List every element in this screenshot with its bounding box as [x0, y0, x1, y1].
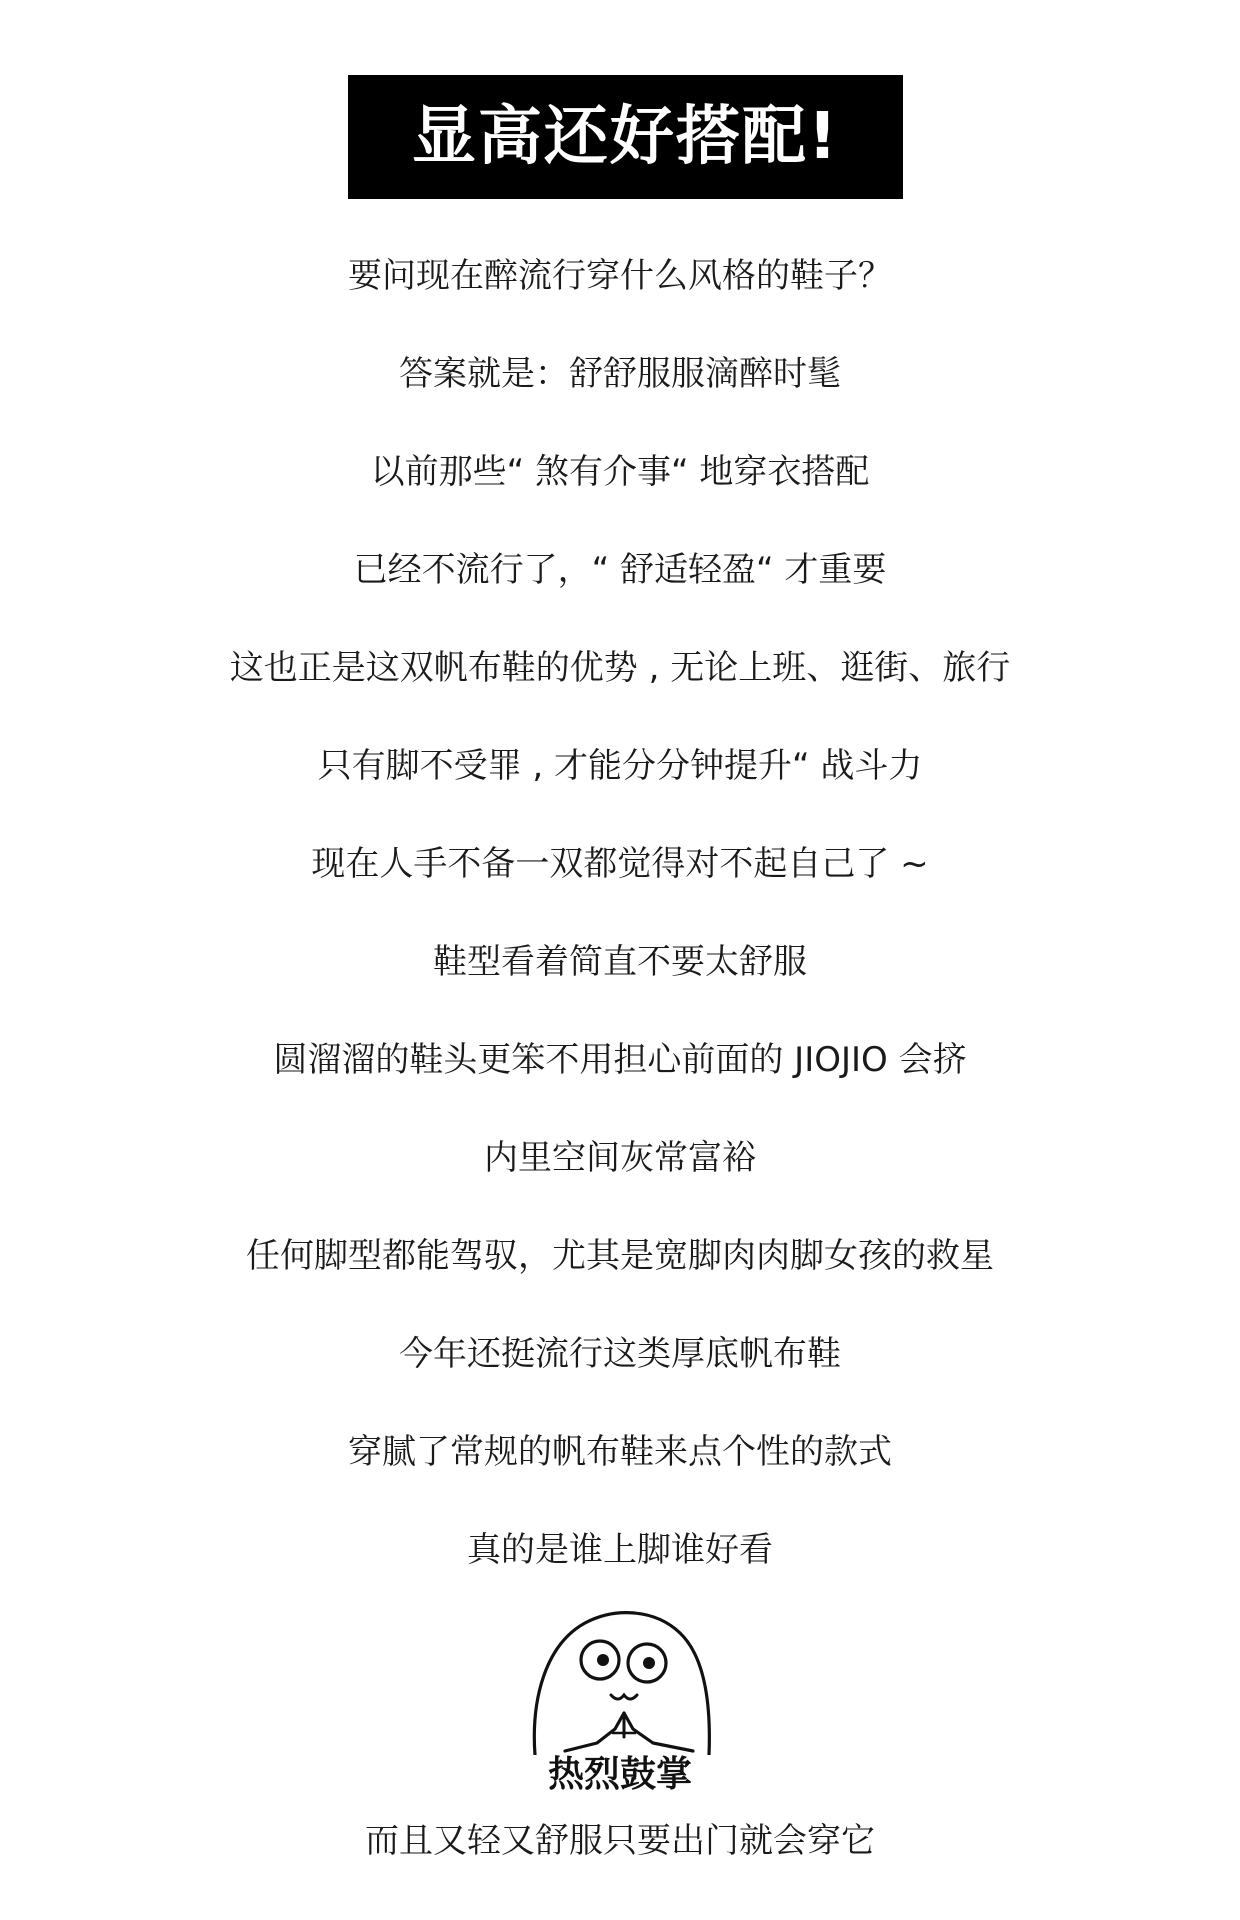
footer-line: 而且又轻又舒服只要出门就会穿它 — [365, 1821, 875, 1861]
body-line-10: 内里空间灰常富裕 — [484, 1138, 756, 1178]
body-line-14: 真的是谁上脚谁好看 — [467, 1530, 773, 1570]
page-title: 显高还好搭配! — [411, 100, 840, 174]
body-line-8: 鞋型看着简直不要太舒服 — [433, 942, 807, 982]
body-line-11: 任何脚型都能驾驭，尤其是宽脚肉肉脚女孩的救星 — [246, 1236, 994, 1276]
body-line-1: 要问现在醉流行穿什么风格的鞋子？ — [348, 256, 892, 296]
body-line-5: 这也正是这双帆布鞋的优势 , 无论上班、逛街、旅行 — [229, 648, 1011, 688]
body-line-7: 现在人手不备一双都觉得对不起自己了 ~ — [311, 844, 929, 884]
sticker-caption: 热烈鼓掌 — [547, 1754, 692, 1795]
body-line-6: 只有脚不受罪 , 才能分分钟提升“ 战斗力 — [317, 746, 923, 786]
body-line-4: 已经不流行了，“ 舒适轻盈“ 才重要 — [353, 550, 887, 590]
title-banner — [348, 75, 903, 199]
body-line-13: 穿腻了常规的帆布鞋来点个性的款式 — [348, 1432, 892, 1472]
clapping-blob-icon — [525, 1605, 715, 1755]
body-line-12: 今年还挺流行这类厚底帆布鞋 — [399, 1334, 841, 1374]
body-line-2: 答案就是：舒舒服服滴醉时髦 — [399, 354, 841, 394]
body-line-9: 圆溜溜的鞋头更笨不用担心前面的 JIOJIO 会挤 — [273, 1040, 967, 1080]
body-line-3: 以前那些“ 煞有介事“ 地穿衣搭配 — [370, 452, 870, 492]
clapping-sticker — [525, 1605, 715, 1800]
